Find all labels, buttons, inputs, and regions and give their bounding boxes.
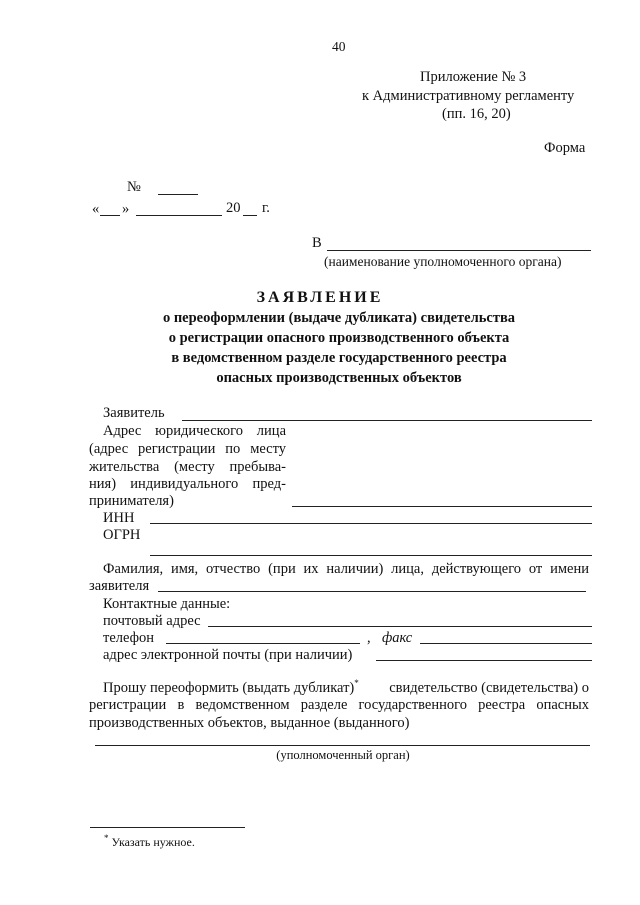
applicant-label: Заявитель [103,405,165,421]
request-line-3: производственных объектов, выданное (выданного) [89,715,410,731]
recipient-caption: (наименование уполномоченного органа) [324,254,562,269]
date-year-line [243,215,257,216]
footnote-text: Указать нужное. [111,835,195,849]
applicant-line [182,420,592,421]
fax-separator: , [367,630,371,646]
contacts-label: Контактные данные: [103,596,231,612]
date-month-line [136,215,222,216]
ogrn-label: ОГРН [103,527,141,543]
fax-line [420,643,592,644]
footnote-separator [90,827,245,828]
request-line-1-end: свидетельство (свидетельства) о [389,680,589,696]
postal-address-label: почтовый адрес [103,613,201,629]
title-line-4: опасных производственных объектов [216,370,462,386]
address-line-5: принимателя) [89,493,174,509]
postal-address-line [208,626,592,627]
email-line [376,660,592,661]
request-line-1-start: Прошу переоформить (выдать дубликат) [103,680,355,696]
address-line-2: (адрес регистрации по месту [89,441,286,457]
document-title: ЗАЯВЛЕНИЕ [256,289,384,306]
authority-line [95,745,590,746]
date-close-quote: » [122,201,130,217]
appendix-label: Приложение № 3 [420,69,527,85]
fio-line-1: Фамилия, имя, отчество (при их наличии) лица, действующего от имени [103,561,589,577]
fio-line [158,591,586,592]
title-line-1: о переоформлении (выдаче дубликата) свидетельства [162,310,516,326]
page-number: 40 [332,39,346,54]
address-line-1: Адрес юридического лица [103,423,286,439]
request-line-1 [103,680,589,697]
recipient-prefix: В [312,235,322,251]
fax-label: факс [382,630,413,646]
date-open-quote: « [92,201,100,217]
phone-line [166,643,360,644]
date-year-suffix: г. [262,200,270,216]
request-footnote-mark: * [354,678,359,689]
registration-number-line [158,194,198,195]
address-line [292,506,592,507]
paragraphs-label: (пп. 16, 20) [442,106,511,122]
address-line-4: ния) индивидуального пред- [89,476,286,492]
phone-label: телефон [103,630,155,646]
fio-line-2: заявителя [89,578,150,594]
title-line-3: в ведомственном разделе государственного реестра [171,350,507,366]
footnote-mark: * [104,833,109,843]
registration-number-label: № [127,179,141,195]
ogrn-line [150,555,592,556]
date-day-line [100,215,120,216]
regulation-label: к Административному регламенту [362,88,575,104]
address-line-3: жительства (месту пребыва- [89,459,286,475]
title-line-2: о регистрации опасного производственного объекта [168,330,510,346]
email-label: адрес электронной почты (при наличии) [103,647,353,663]
request-line-2: регистрации в ведомственном разделе государственного реестра опасных [89,697,589,713]
authority-caption: (уполномоченный орган) [276,748,410,762]
recipient-line [327,250,591,251]
footnote [104,835,195,850]
inn-line [150,523,592,524]
inn-label: ИНН [103,510,135,526]
date-year-prefix: 20 [226,200,241,216]
form-label: Форма [544,140,586,156]
